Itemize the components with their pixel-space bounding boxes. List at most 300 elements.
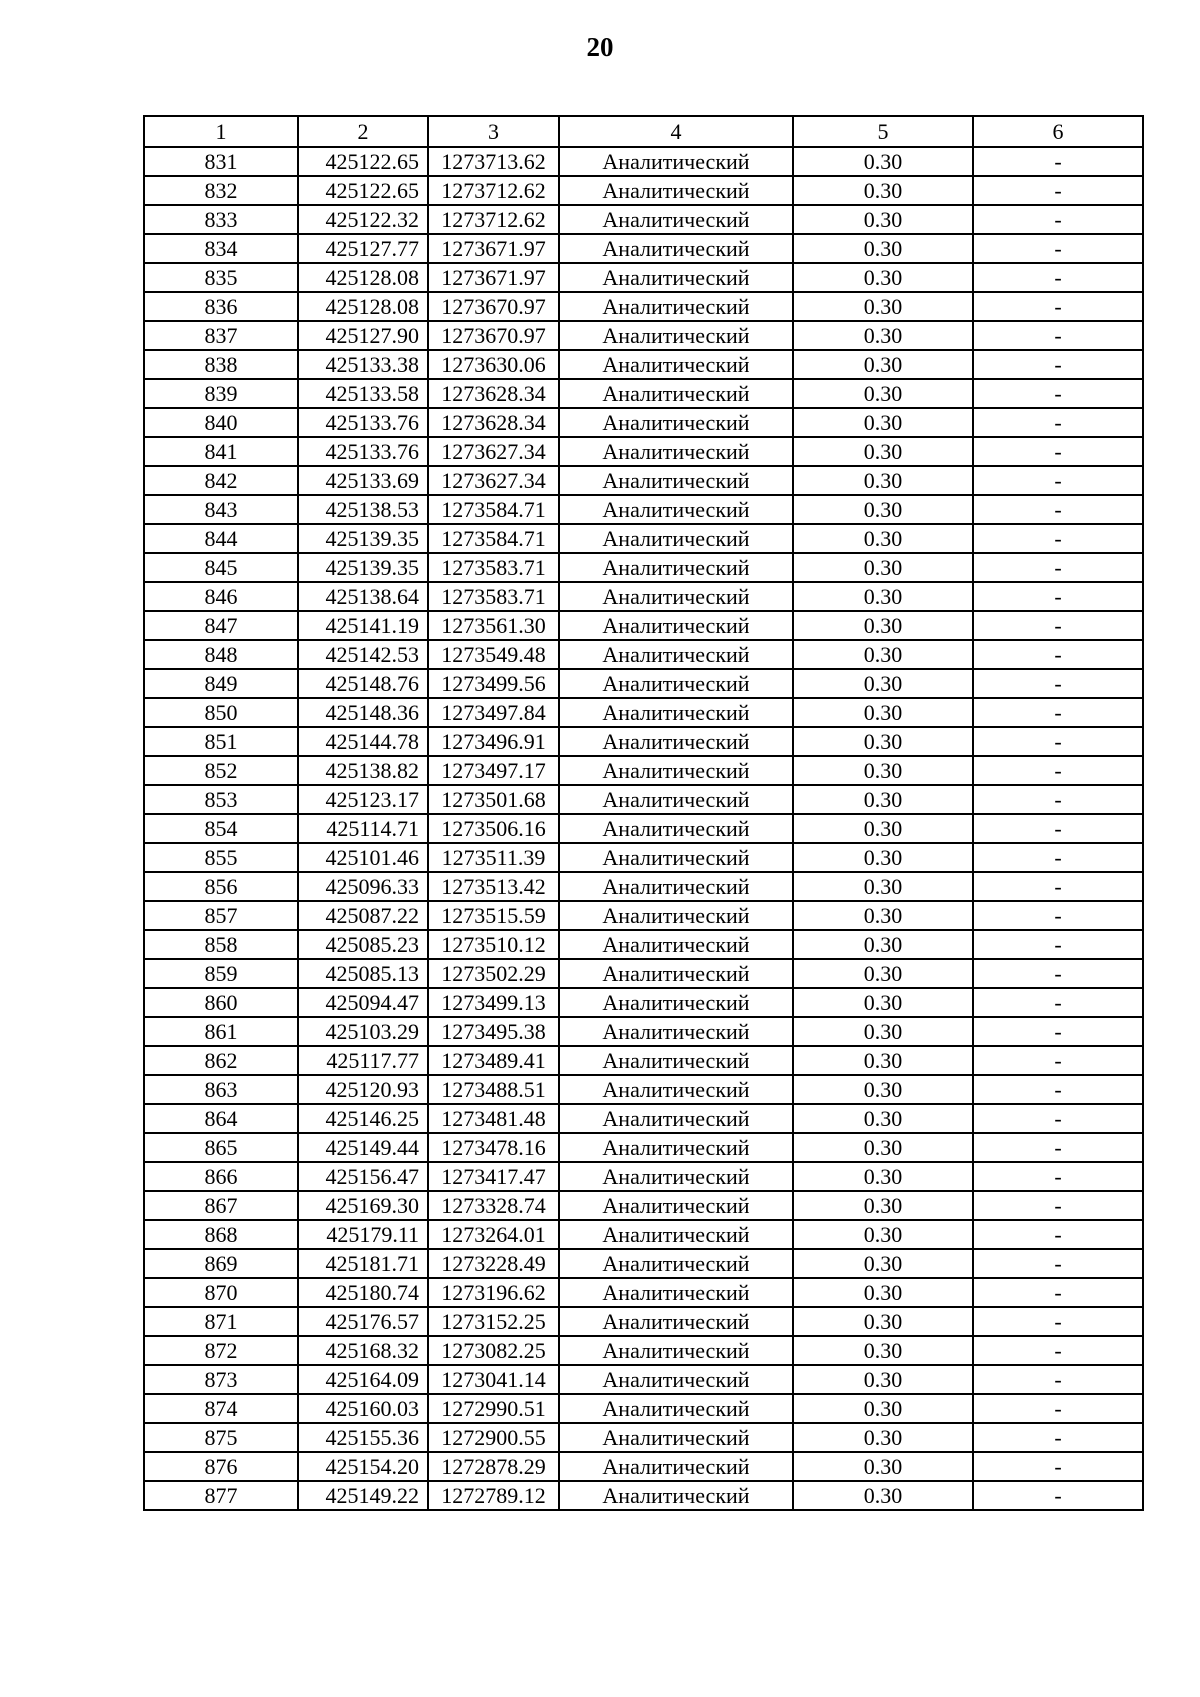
point-number-cell: 849	[144, 669, 298, 698]
table-row	[144, 1046, 1143, 1075]
x-coordinate-cell: 425117.77	[298, 1046, 428, 1075]
y-coordinate-cell: 1273082.25	[428, 1336, 559, 1365]
table-row	[144, 234, 1143, 263]
description-cell: -	[973, 872, 1143, 901]
description-cell: -	[973, 1452, 1143, 1481]
description-cell: -	[973, 1278, 1143, 1307]
y-coordinate-cell: 1272900.55	[428, 1423, 559, 1452]
column-header: 2	[298, 116, 428, 147]
description-cell: -	[973, 582, 1143, 611]
x-coordinate-cell: 425087.22	[298, 901, 428, 930]
description-cell: -	[973, 1017, 1143, 1046]
y-coordinate-cell: 1273584.71	[428, 495, 559, 524]
point-number-cell: 877	[144, 1481, 298, 1510]
description-cell: -	[973, 611, 1143, 640]
point-number-cell: 860	[144, 988, 298, 1017]
table-body	[144, 147, 1143, 1510]
y-coordinate-cell: 1273627.34	[428, 466, 559, 495]
table-row	[144, 959, 1143, 988]
accuracy-cell: 0.30	[793, 1423, 973, 1452]
description-cell: -	[973, 785, 1143, 814]
accuracy-cell: 0.30	[793, 1481, 973, 1510]
x-coordinate-cell: 425146.25	[298, 1104, 428, 1133]
description-cell: -	[973, 669, 1143, 698]
y-coordinate-cell: 1273628.34	[428, 408, 559, 437]
table-row	[144, 263, 1143, 292]
table-row	[144, 843, 1143, 872]
y-coordinate-cell: 1273499.13	[428, 988, 559, 1017]
x-coordinate-cell: 425179.11	[298, 1220, 428, 1249]
point-number-cell: 861	[144, 1017, 298, 1046]
accuracy-cell: 0.30	[793, 611, 973, 640]
accuracy-cell: 0.30	[793, 1220, 973, 1249]
y-coordinate-cell: 1273511.39	[428, 843, 559, 872]
accuracy-cell: 0.30	[793, 1133, 973, 1162]
table-row	[144, 1220, 1143, 1249]
method-cell: Аналитический	[559, 727, 793, 756]
table-row	[144, 785, 1143, 814]
point-number-cell: 841	[144, 437, 298, 466]
table-row	[144, 1365, 1143, 1394]
method-cell: Аналитический	[559, 872, 793, 901]
point-number-cell: 838	[144, 350, 298, 379]
x-coordinate-cell: 425101.46	[298, 843, 428, 872]
method-cell: Аналитический	[559, 959, 793, 988]
description-cell: -	[973, 1133, 1143, 1162]
point-number-cell: 858	[144, 930, 298, 959]
accuracy-cell: 0.30	[793, 814, 973, 843]
description-cell: -	[973, 640, 1143, 669]
description-cell: -	[973, 1046, 1143, 1075]
method-cell: Аналитический	[559, 901, 793, 930]
description-cell: -	[973, 814, 1143, 843]
description-cell: -	[973, 176, 1143, 205]
method-cell: Аналитический	[559, 1220, 793, 1249]
accuracy-cell: 0.30	[793, 843, 973, 872]
point-number-cell: 856	[144, 872, 298, 901]
point-number-cell: 859	[144, 959, 298, 988]
table-row	[144, 640, 1143, 669]
point-number-cell: 834	[144, 234, 298, 263]
table-row	[144, 1075, 1143, 1104]
accuracy-cell: 0.30	[793, 1307, 973, 1336]
method-cell: Аналитический	[559, 408, 793, 437]
y-coordinate-cell: 1273712.62	[428, 176, 559, 205]
y-coordinate-cell: 1273712.62	[428, 205, 559, 234]
accuracy-cell: 0.30	[793, 234, 973, 263]
description-cell: -	[973, 1394, 1143, 1423]
accuracy-cell: 0.30	[793, 1104, 973, 1133]
accuracy-cell: 0.30	[793, 176, 973, 205]
y-coordinate-cell: 1273583.71	[428, 582, 559, 611]
accuracy-cell: 0.30	[793, 640, 973, 669]
x-coordinate-cell: 425156.47	[298, 1162, 428, 1191]
method-cell: Аналитический	[559, 988, 793, 1017]
point-number-cell: 847	[144, 611, 298, 640]
table-row	[144, 437, 1143, 466]
description-cell: -	[973, 1336, 1143, 1365]
description-cell: -	[973, 930, 1143, 959]
point-number-cell: 871	[144, 1307, 298, 1336]
accuracy-cell: 0.30	[793, 669, 973, 698]
x-coordinate-cell: 425148.76	[298, 669, 428, 698]
point-number-cell: 868	[144, 1220, 298, 1249]
description-cell: -	[973, 1307, 1143, 1336]
table-row	[144, 756, 1143, 785]
table-row	[144, 1191, 1143, 1220]
table-row	[144, 814, 1143, 843]
table-row	[144, 988, 1143, 1017]
y-coordinate-cell: 1273549.48	[428, 640, 559, 669]
method-cell: Аналитический	[559, 321, 793, 350]
description-cell: -	[973, 843, 1143, 872]
y-coordinate-cell: 1273670.97	[428, 321, 559, 350]
y-coordinate-cell: 1273513.42	[428, 872, 559, 901]
description-cell: -	[973, 466, 1143, 495]
table-row	[144, 350, 1143, 379]
accuracy-cell: 0.30	[793, 1046, 973, 1075]
description-cell: -	[973, 553, 1143, 582]
table-row	[144, 553, 1143, 582]
point-number-cell: 876	[144, 1452, 298, 1481]
column-header: 1	[144, 116, 298, 147]
point-number-cell: 862	[144, 1046, 298, 1075]
description-cell: -	[973, 379, 1143, 408]
method-cell: Аналитический	[559, 524, 793, 553]
method-cell: Аналитический	[559, 843, 793, 872]
table-row	[144, 147, 1143, 176]
description-cell: -	[973, 263, 1143, 292]
y-coordinate-cell: 1272878.29	[428, 1452, 559, 1481]
accuracy-cell: 0.30	[793, 553, 973, 582]
method-cell: Аналитический	[559, 1394, 793, 1423]
table-row	[144, 698, 1143, 727]
accuracy-cell: 0.30	[793, 901, 973, 930]
point-number-cell: 836	[144, 292, 298, 321]
description-cell: -	[973, 756, 1143, 785]
y-coordinate-cell: 1272990.51	[428, 1394, 559, 1423]
point-number-cell: 831	[144, 147, 298, 176]
accuracy-cell: 0.30	[793, 524, 973, 553]
accuracy-cell: 0.30	[793, 379, 973, 408]
x-coordinate-cell: 425127.77	[298, 234, 428, 263]
x-coordinate-cell: 425133.76	[298, 437, 428, 466]
description-cell: -	[973, 988, 1143, 1017]
description-cell: -	[973, 524, 1143, 553]
table-row	[144, 524, 1143, 553]
x-coordinate-cell: 425169.30	[298, 1191, 428, 1220]
method-cell: Аналитический	[559, 466, 793, 495]
method-cell: Аналитический	[559, 1104, 793, 1133]
method-cell: Аналитический	[559, 1423, 793, 1452]
y-coordinate-cell: 1273478.16	[428, 1133, 559, 1162]
point-number-cell: 857	[144, 901, 298, 930]
description-cell: -	[973, 1075, 1143, 1104]
table-row	[144, 1104, 1143, 1133]
table-row	[144, 1307, 1143, 1336]
y-coordinate-cell: 1273496.91	[428, 727, 559, 756]
y-coordinate-cell: 1272789.12	[428, 1481, 559, 1510]
y-coordinate-cell: 1273502.29	[428, 959, 559, 988]
method-cell: Аналитический	[559, 1075, 793, 1104]
point-number-cell: 851	[144, 727, 298, 756]
method-cell: Аналитический	[559, 756, 793, 785]
x-coordinate-cell: 425180.74	[298, 1278, 428, 1307]
method-cell: Аналитический	[559, 814, 793, 843]
method-cell: Аналитический	[559, 611, 793, 640]
x-coordinate-cell: 425149.22	[298, 1481, 428, 1510]
accuracy-cell: 0.30	[793, 930, 973, 959]
y-coordinate-cell: 1273417.47	[428, 1162, 559, 1191]
x-coordinate-cell: 425128.08	[298, 263, 428, 292]
coordinates-table	[143, 115, 1144, 1511]
y-coordinate-cell: 1273583.71	[428, 553, 559, 582]
x-coordinate-cell: 425149.44	[298, 1133, 428, 1162]
y-coordinate-cell: 1273495.38	[428, 1017, 559, 1046]
accuracy-cell: 0.30	[793, 408, 973, 437]
table-row	[144, 901, 1143, 930]
point-number-cell: 853	[144, 785, 298, 814]
table-row	[144, 1162, 1143, 1191]
x-coordinate-cell: 425085.13	[298, 959, 428, 988]
x-coordinate-cell: 425096.33	[298, 872, 428, 901]
table-row	[144, 379, 1143, 408]
description-cell: -	[973, 1191, 1143, 1220]
accuracy-cell: 0.30	[793, 1452, 973, 1481]
x-coordinate-cell: 425085.23	[298, 930, 428, 959]
y-coordinate-cell: 1273488.51	[428, 1075, 559, 1104]
table-row	[144, 466, 1143, 495]
description-cell: -	[973, 698, 1143, 727]
x-coordinate-cell: 425120.93	[298, 1075, 428, 1104]
method-cell: Аналитический	[559, 1365, 793, 1394]
method-cell: Аналитический	[559, 582, 793, 611]
point-number-cell: 852	[144, 756, 298, 785]
method-cell: Аналитический	[559, 1307, 793, 1336]
y-coordinate-cell: 1273630.06	[428, 350, 559, 379]
x-coordinate-cell: 425164.09	[298, 1365, 428, 1394]
point-number-cell: 845	[144, 553, 298, 582]
description-cell: -	[973, 437, 1143, 466]
point-number-cell: 855	[144, 843, 298, 872]
x-coordinate-cell: 425139.35	[298, 524, 428, 553]
table-row	[144, 872, 1143, 901]
point-number-cell: 864	[144, 1104, 298, 1133]
method-cell: Аналитический	[559, 669, 793, 698]
x-coordinate-cell: 425103.29	[298, 1017, 428, 1046]
accuracy-cell: 0.30	[793, 292, 973, 321]
accuracy-cell: 0.30	[793, 1278, 973, 1307]
description-cell: -	[973, 1220, 1143, 1249]
accuracy-cell: 0.30	[793, 785, 973, 814]
column-header: 5	[793, 116, 973, 147]
description-cell: -	[973, 1481, 1143, 1510]
point-number-cell: 843	[144, 495, 298, 524]
description-cell: -	[973, 1162, 1143, 1191]
table-row	[144, 582, 1143, 611]
accuracy-cell: 0.30	[793, 756, 973, 785]
accuracy-cell: 0.30	[793, 350, 973, 379]
x-coordinate-cell: 425133.58	[298, 379, 428, 408]
x-coordinate-cell: 425133.38	[298, 350, 428, 379]
table-header-row	[144, 116, 1143, 147]
method-cell: Аналитический	[559, 553, 793, 582]
table-row	[144, 408, 1143, 437]
y-coordinate-cell: 1273501.68	[428, 785, 559, 814]
y-coordinate-cell: 1273506.16	[428, 814, 559, 843]
method-cell: Аналитический	[559, 176, 793, 205]
y-coordinate-cell: 1273328.74	[428, 1191, 559, 1220]
point-number-cell: 867	[144, 1191, 298, 1220]
method-cell: Аналитический	[559, 495, 793, 524]
point-number-cell: 835	[144, 263, 298, 292]
y-coordinate-cell: 1273671.97	[428, 263, 559, 292]
x-coordinate-cell: 425133.76	[298, 408, 428, 437]
description-cell: -	[973, 234, 1143, 263]
y-coordinate-cell: 1273481.48	[428, 1104, 559, 1133]
point-number-cell: 873	[144, 1365, 298, 1394]
accuracy-cell: 0.30	[793, 959, 973, 988]
x-coordinate-cell: 425141.19	[298, 611, 428, 640]
description-cell: -	[973, 1365, 1143, 1394]
point-number-cell: 850	[144, 698, 298, 727]
description-cell: -	[973, 321, 1143, 350]
table-row	[144, 176, 1143, 205]
table-row	[144, 205, 1143, 234]
method-cell: Аналитический	[559, 785, 793, 814]
method-cell: Аналитический	[559, 147, 793, 176]
y-coordinate-cell: 1273515.59	[428, 901, 559, 930]
x-coordinate-cell: 425094.47	[298, 988, 428, 1017]
column-header: 3	[428, 116, 559, 147]
y-coordinate-cell: 1273627.34	[428, 437, 559, 466]
y-coordinate-cell: 1273497.84	[428, 698, 559, 727]
table-row	[144, 321, 1143, 350]
accuracy-cell: 0.30	[793, 1336, 973, 1365]
description-cell: -	[973, 408, 1143, 437]
point-number-cell: 866	[144, 1162, 298, 1191]
description-cell: -	[973, 292, 1143, 321]
method-cell: Аналитический	[559, 234, 793, 263]
x-coordinate-cell: 425176.57	[298, 1307, 428, 1336]
y-coordinate-cell: 1273264.01	[428, 1220, 559, 1249]
accuracy-cell: 0.30	[793, 437, 973, 466]
method-cell: Аналитический	[559, 1481, 793, 1510]
table-row	[144, 611, 1143, 640]
method-cell: Аналитический	[559, 1046, 793, 1075]
method-cell: Аналитический	[559, 1249, 793, 1278]
y-coordinate-cell: 1273670.97	[428, 292, 559, 321]
description-cell: -	[973, 205, 1143, 234]
column-header: 6	[973, 116, 1143, 147]
point-number-cell: 839	[144, 379, 298, 408]
point-number-cell: 844	[144, 524, 298, 553]
y-coordinate-cell: 1273561.30	[428, 611, 559, 640]
y-coordinate-cell: 1273713.62	[428, 147, 559, 176]
point-number-cell: 874	[144, 1394, 298, 1423]
y-coordinate-cell: 1273489.41	[428, 1046, 559, 1075]
page-number: 20	[586, 32, 614, 62]
x-coordinate-cell: 425154.20	[298, 1452, 428, 1481]
method-cell: Аналитический	[559, 1017, 793, 1046]
table-row	[144, 495, 1143, 524]
y-coordinate-cell: 1273671.97	[428, 234, 559, 263]
accuracy-cell: 0.30	[793, 1249, 973, 1278]
accuracy-cell: 0.30	[793, 582, 973, 611]
table-row	[144, 1423, 1143, 1452]
method-cell: Аналитический	[559, 263, 793, 292]
description-cell: -	[973, 350, 1143, 379]
x-coordinate-cell: 425148.36	[298, 698, 428, 727]
description-cell: -	[973, 901, 1143, 930]
point-number-cell: 842	[144, 466, 298, 495]
x-coordinate-cell: 425114.71	[298, 814, 428, 843]
point-number-cell: 870	[144, 1278, 298, 1307]
description-cell: -	[973, 495, 1143, 524]
method-cell: Аналитический	[559, 930, 793, 959]
table-row	[144, 1336, 1143, 1365]
point-number-cell: 832	[144, 176, 298, 205]
table-row	[144, 1017, 1143, 1046]
x-coordinate-cell: 425122.32	[298, 205, 428, 234]
description-cell: -	[973, 959, 1143, 988]
y-coordinate-cell: 1273228.49	[428, 1249, 559, 1278]
method-cell: Аналитический	[559, 698, 793, 727]
description-cell: -	[973, 1104, 1143, 1133]
point-number-cell: 869	[144, 1249, 298, 1278]
table-row	[144, 727, 1143, 756]
method-cell: Аналитический	[559, 1278, 793, 1307]
x-coordinate-cell: 425133.69	[298, 466, 428, 495]
y-coordinate-cell: 1273584.71	[428, 524, 559, 553]
point-number-cell: 840	[144, 408, 298, 437]
x-coordinate-cell: 425139.35	[298, 553, 428, 582]
accuracy-cell: 0.30	[793, 1017, 973, 1046]
x-coordinate-cell: 425160.03	[298, 1394, 428, 1423]
accuracy-cell: 0.30	[793, 466, 973, 495]
method-cell: Аналитический	[559, 1191, 793, 1220]
point-number-cell: 848	[144, 640, 298, 669]
x-coordinate-cell: 425128.08	[298, 292, 428, 321]
table-row	[144, 1481, 1143, 1510]
point-number-cell: 854	[144, 814, 298, 843]
point-number-cell: 875	[144, 1423, 298, 1452]
table-row	[144, 669, 1143, 698]
column-header: 4	[559, 116, 793, 147]
method-cell: Аналитический	[559, 379, 793, 408]
accuracy-cell: 0.30	[793, 1365, 973, 1394]
point-number-cell: 846	[144, 582, 298, 611]
x-coordinate-cell: 425122.65	[298, 147, 428, 176]
x-coordinate-cell: 425168.32	[298, 1336, 428, 1365]
method-cell: Аналитический	[559, 1336, 793, 1365]
accuracy-cell: 0.30	[793, 1075, 973, 1104]
table-row	[144, 930, 1143, 959]
x-coordinate-cell: 425144.78	[298, 727, 428, 756]
accuracy-cell: 0.30	[793, 872, 973, 901]
method-cell: Аналитический	[559, 640, 793, 669]
method-cell: Аналитический	[559, 292, 793, 321]
description-cell: -	[973, 1249, 1143, 1278]
table-row	[144, 1249, 1143, 1278]
accuracy-cell: 0.30	[793, 1394, 973, 1423]
point-number-cell: 863	[144, 1075, 298, 1104]
accuracy-cell: 0.30	[793, 698, 973, 727]
point-number-cell: 833	[144, 205, 298, 234]
accuracy-cell: 0.30	[793, 1191, 973, 1220]
point-number-cell: 837	[144, 321, 298, 350]
method-cell: Аналитический	[559, 1133, 793, 1162]
